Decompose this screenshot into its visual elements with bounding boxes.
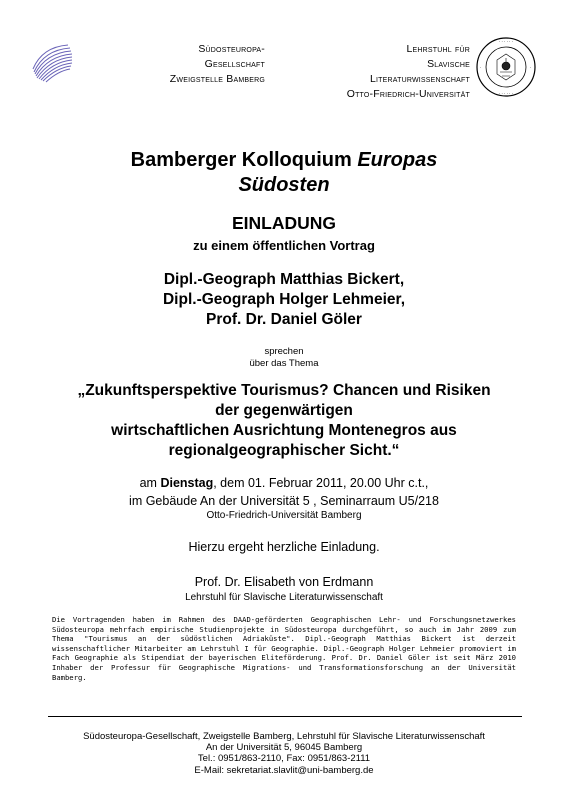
date-prefix: am: [139, 476, 157, 490]
title-regular: Bamberger Kolloquium: [130, 149, 352, 171]
speaker-bio: Die Vortragenden haben im Rahmen des DAAD-geförderten Geographischen Lehr- und Forschungsnetzwerkes Südosteuropa mehrfach empirische Studienprojekte in Südosteuropa durchgeführt, so auch im Jahr 2009 zum Thema "Tourismus an der südöstlichen Adriaküste". Dipl.-Geograph Matthias Bickert ist derzeit wissenschaftlicher Mitarbeiter am Lehrstuhl I für Geographie. Dipl.-Geograph Holger Lehmeier promoviert im Fach Geographie als Stipendiat der bayerischen Eliteförderung. Prof. Dr. Daniel Göler ist seit März 2010 Inhaber der Professur für Geographische Migrations- und Transformationsforschung an der Universität Bamberg.: [52, 615, 516, 682]
chair-name-line-4: Otto-Friedrich-Universität: [346, 88, 470, 100]
footer-divider: [48, 716, 522, 717]
university-seal: [475, 36, 537, 103]
chair-name-line-3: Literaturwissenschaft: [369, 73, 470, 85]
topic-line-4: regionalgeographischer Sicht.“: [168, 442, 400, 459]
title-italic-2: Südosten: [238, 174, 330, 196]
event-weekday: Dienstag: [160, 476, 214, 490]
chair-name-line-2: Slavische: [427, 58, 470, 70]
svg-text:·: ·: [480, 65, 482, 70]
svg-text:·: ·: [530, 65, 532, 70]
connector-line-1: sprechen: [264, 346, 304, 357]
society-name-line-3: Zweigstelle Bamberg: [169, 73, 265, 85]
host-chair: Lehrstuhl für Slavische Literaturwissenschaft: [185, 592, 383, 603]
society-logo: [30, 42, 74, 91]
invitation-subheading: zu einem öffentlichen Vortrag: [193, 238, 375, 253]
colloquium-title: [0, 148, 568, 198]
connector-text: [0, 346, 568, 370]
date-rest: , dem 01. Februar 2011, 20.00 Uhr c.t.,: [213, 476, 429, 490]
society-name-line-1: Südosteuropa-: [198, 43, 265, 55]
event-institution: Otto-Friedrich-Universität Bamberg: [206, 510, 362, 521]
greeting-text: Hierzu ergeht herzliche Einladung.: [188, 540, 380, 554]
topic-line-1: „Zukunftsperspektive Tourismus? Chancen und Risiken: [77, 382, 491, 399]
speaker-3: Prof. Dr. Daniel Göler: [206, 311, 362, 328]
speaker-1: Dipl.-Geograph Matthias Bickert,: [163, 271, 405, 288]
society-name-line-2: Gesellschaft: [204, 58, 265, 70]
speaker-2: Dipl.-Geograph Holger Lehmeier,: [162, 291, 405, 308]
svg-text:· · · · · ·: · · · · · ·: [499, 39, 513, 44]
event-place: im Gebäude An der Universität 5 , Seminarraum U5/218: [129, 494, 439, 508]
topic-line-3: wirtschaftlichen Ausrichtung Montenegros aus: [111, 422, 457, 439]
speaker-list: [0, 270, 568, 330]
host-name: Prof. Dr. Elisabeth von Erdmann: [194, 575, 374, 589]
footer-line-2: An der Universität 5, 96045 Bamberg: [205, 742, 363, 754]
topic-line-2: der gegenwärtigen: [215, 402, 353, 419]
lecture-topic: [0, 381, 568, 461]
title-italic-1: Europas: [357, 149, 438, 171]
footer-contact: [0, 731, 568, 776]
svg-text:· · · · · ·: · · · · · ·: [499, 91, 513, 96]
chair-name-line-1: Lehrstuhl für: [406, 43, 470, 55]
connector-line-2: über das Thema: [249, 358, 319, 369]
footer-line-3: Tel.: 0951/863-2110, Fax: 0951/863-2111: [197, 753, 371, 765]
society-header: [120, 42, 265, 87]
event-date: [0, 474, 568, 492]
footer-email[interactable]: E-Mail: sekretariat.slavlit@uni-bamberg.de: [194, 764, 374, 776]
invitation-heading: EINLADUNG: [231, 213, 337, 233]
footer-line-1: Südosteuropa-Gesellschaft, Zweigstelle Bamberg, Lehrstuhl für Slavische Literaturwissenschaft: [83, 731, 485, 742]
chair-header: [300, 42, 470, 102]
